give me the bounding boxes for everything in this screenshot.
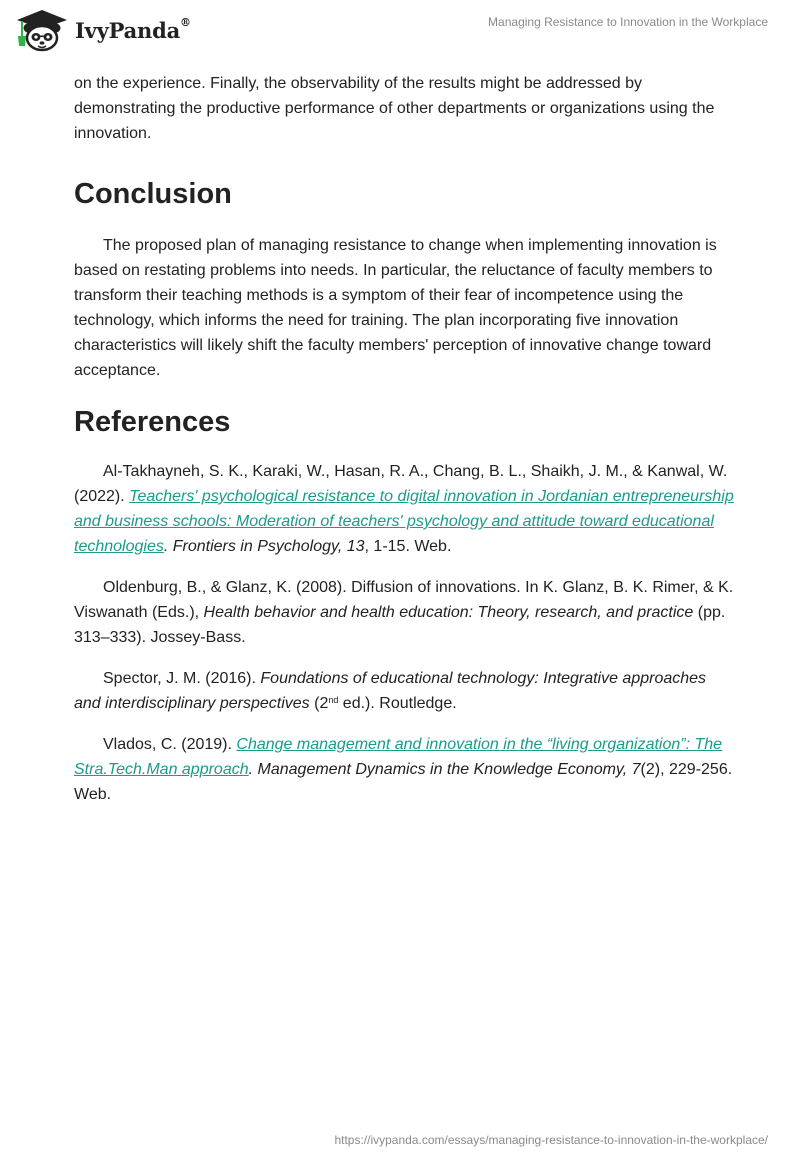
reference-item: Spector, J. M. (2016). Foundations of educational technology: Integrative approaches and interdisciplinary perspectives (2nd ed.). Routledge.: [74, 670, 707, 712]
reference-link[interactable]: Teachers' psychological resistance to digital innovation in Jordanian entrepreneurship and business schools: Moderation of teachers' psychology and attitude toward educational technologies: [74, 488, 734, 555]
ivypanda-logo[interactable]: [14, 8, 191, 52]
intro-paragraph: on the experience. Finally, the observability of the results might be addressed by demonstrating the productive performance of other departments or organizations using the innovation.: [74, 75, 715, 142]
panda-graduate-icon: [14, 8, 70, 52]
conclusion-paragraph: The proposed plan of managing resistance to change when implementing innovation is based on restating problems into needs. In particular, the reluctance of faculty members to transform their teaching methods is a symptom of their fear of incompetence using the technology, which informs the need for training. The plan incorporating five innovation characteristics will likely shift the faculty members' perception of innovative change toward acceptance.: [74, 237, 717, 379]
reference-link[interactable]: Change management and innovation in the “living organization”: The Stra.Tech.Man approach: [74, 736, 723, 778]
conclusion-heading: Conclusion: [74, 178, 232, 210]
footer-url[interactable]: https://ivypanda.com/essays/managing-resistance-to-innovation-in-the-workplace/: [334, 1133, 768, 1147]
document-body: [74, 71, 734, 823]
reference-item: Al-Takhayneh, S. K., Karaki, W., Hasan, R. A., Chang, B. L., Shaikh, J. M., & Kanwal, W. (2022). Teachers' psychological resistance to digital innovation in Jordanian entrepreneurship and business schools: Moderation of teachers' psychology and attitude toward educational technologies. Frontiers in Psychology, 13, 1-15. Web.: [74, 463, 734, 555]
references-heading: References: [74, 406, 231, 438]
brand-name: IvyPanda®: [75, 15, 191, 43]
reference-item: Oldenburg, B., & Glanz, K. (2008). Diffusion of innovations. In K. Glanz, B. K. Rimer, & K. Viswanath (Eds.), Health behavior and health education: Theory, research, and practice (pp. 313–333). Jossey-Bass.: [74, 579, 734, 646]
registered-mark: ®: [180, 15, 191, 29]
reference-item: Vlados, C. (2019). Change management and innovation in the “living organization”: The Stra.Tech.Man approach. Management Dynamics in the Knowledge Economy, 7(2), 229-256. Web.: [74, 736, 733, 803]
document-title: Managing Resistance to Innovation in the Workplace: [488, 15, 768, 29]
